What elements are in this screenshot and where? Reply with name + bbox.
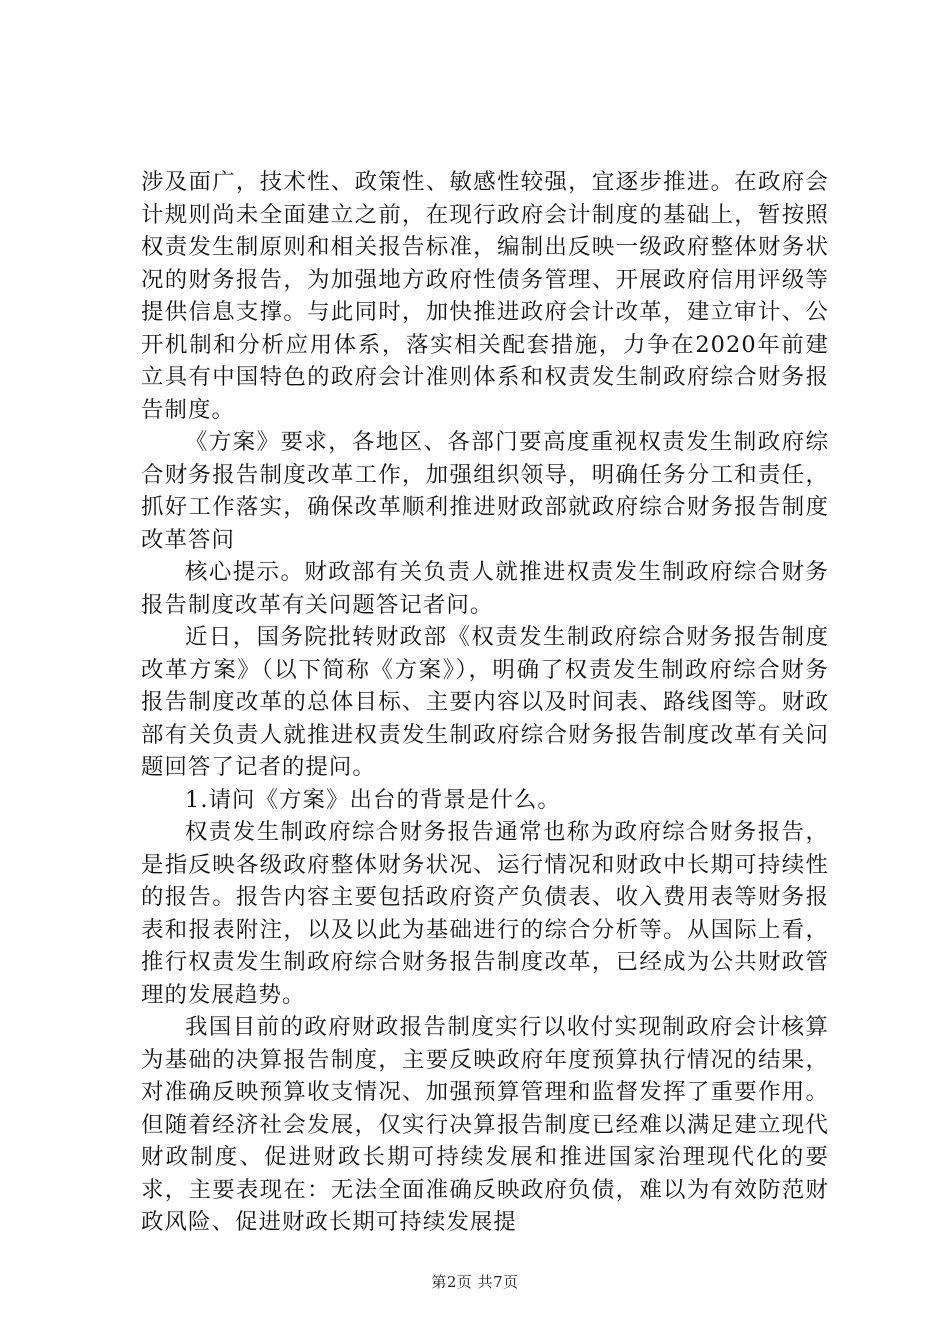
paragraph: 《方案》要求，各地区、各部门要高度重视权责发生制政府综合财务报告制度改革工作，加强组织领导，明确任务分工和责任，抓好工作落实，确保改革顺利推进财政部就政府综合财务报告制度改革答问: [141, 429, 829, 553]
page-number-footer: 第2页 共7页: [431, 1273, 519, 1291]
paragraph: 权责发生制政府综合财务报告通常也称为政府综合财务报告，是指反映各级政府整体财务状况、运行情况和财政中长期可持续性的报告。报告内容主要包括政府资产负债表、收入费用表等财务报表和报表附注，以及以此为基础进行的综合分析等。从国际上看，推行权责发生制政府综合财务报告制度改革，已经成为公共财政管理的发展趋势。: [141, 819, 829, 1008]
document-body: [141, 166, 829, 1239]
paragraph: 近日，国务院批转财政部《权责发生制政府综合财务报告制度改革方案》（以下简称《方案》），明确了权责发生制政府综合财务报告制度改革的总体目标、主要内容以及时间表、路线图等。财政部有关负责人就推进权责发生制政府综合财务报告制度改革有关问题回答了记者的提问。: [141, 624, 829, 780]
paragraph: 我国目前的政府财政报告制度实行以收付实现制政府会计核算为基础的决算报告制度，主要反映政府年度预算执行情况的结果，对准确反映预算收支情况、加强预算管理和监督发挥了重要作用。但随着经济社会发展，仅实行决算报告制度已经难以满足建立现代财政制度、促进财政长期可持续发展和推进国家治理现代化的要求，主要表现在：无法全面准确反映政府负债，难以为有效防范财政风险、促进财政长期可持续发展提: [141, 1014, 829, 1235]
question-heading: 1.请问《方案》出台的背景是什么。: [185, 786, 561, 813]
paragraph: 核心提示。财政部有关负责人就推进权责发生制政府综合财务报告制度改革有关问题答记者问。: [141, 559, 829, 618]
paragraph: 涉及面广，技术性、政策性、敏感性较强，宜逐步推进。在政府会计规则尚未全面建立之前，在现行政府会计制度的基础上，暂按照权责发生制原则和相关报告标准，编制出反映一级政府整体财务状况的财务报告，为加强地方政府性债务管理、开展政府信用评级等提供信息支撑。与此同时，加快推进政府会计改革，建立审计、公开机制和分析应用体系，落实相关配套措施，力争在2020年前建立具有中国特色的政府会计准则体系和权责发生制政府综合财务报告制度。: [141, 169, 829, 423]
